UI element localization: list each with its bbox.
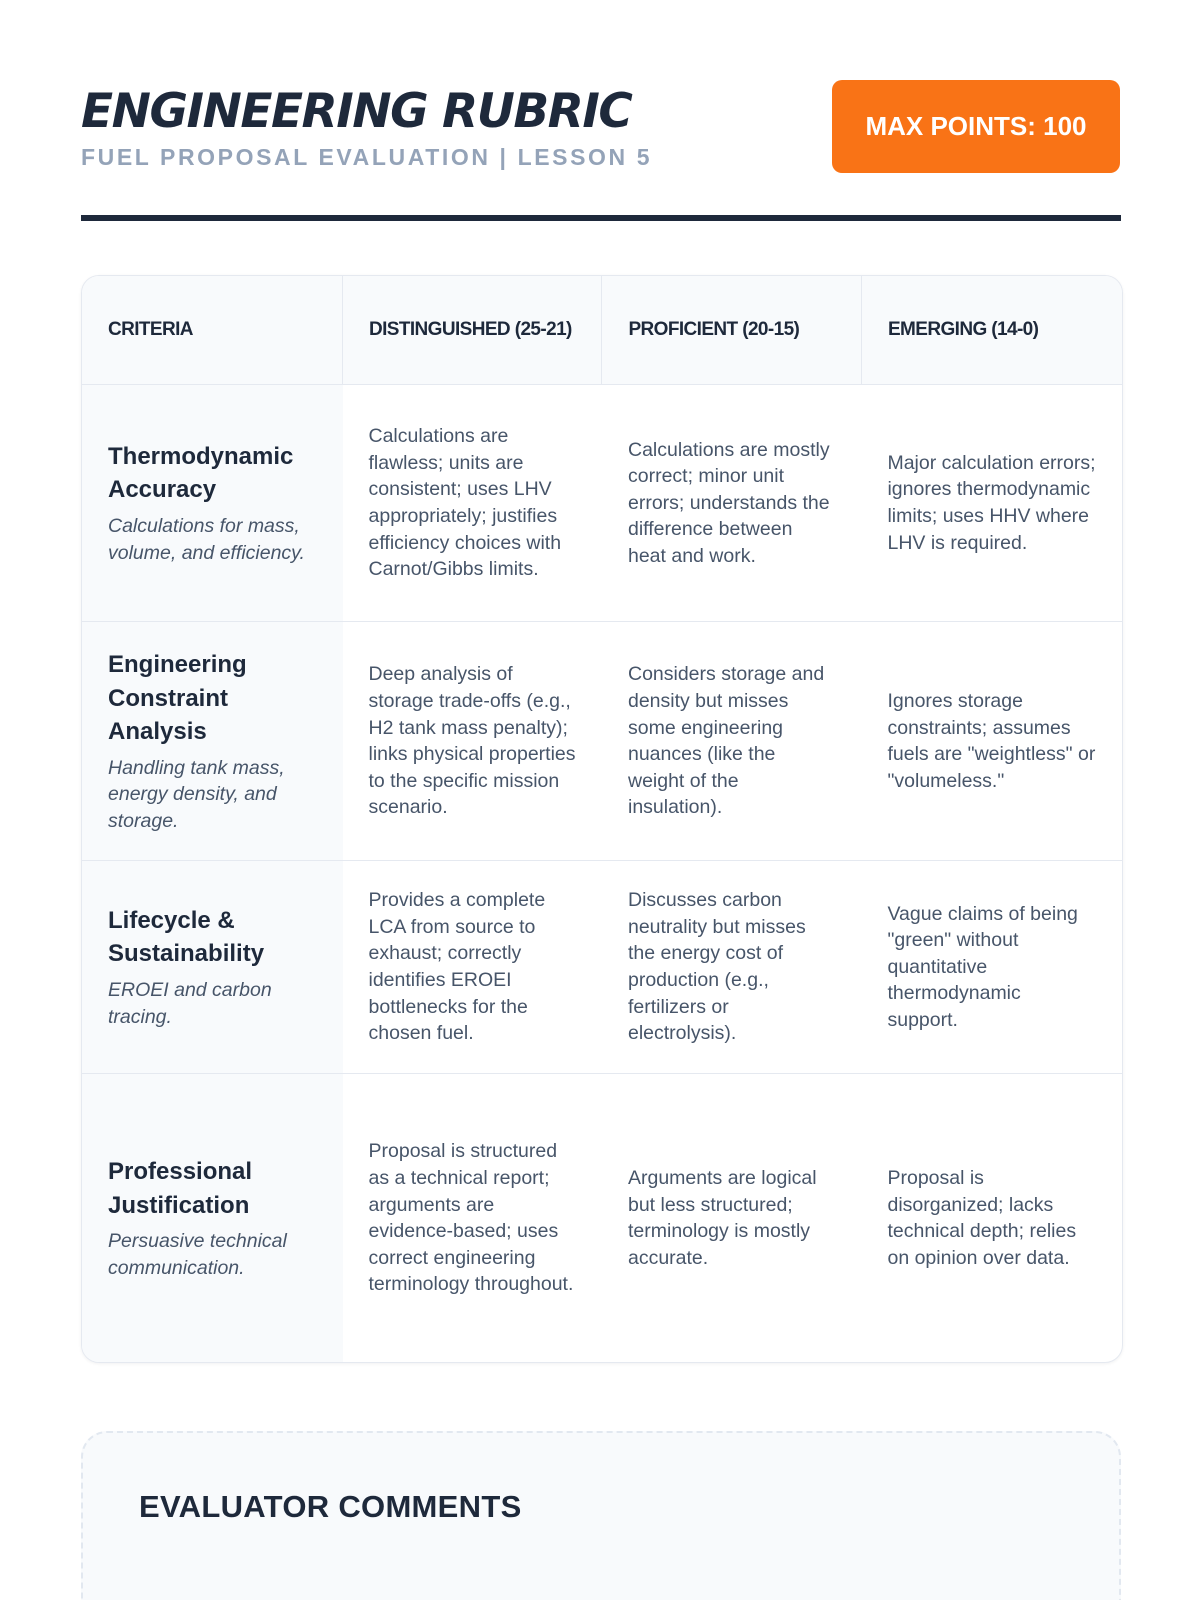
distinguished-cell: Proposal is structured as a technical report; arguments are evidence-based; uses correct engineering terminology throughout. [368,1140,574,1296]
column-header-emerging: EMERGING (14-0) [861,276,1122,385]
header [81,80,1120,215]
table-row [82,622,1122,861]
table-row [82,1073,1122,1362]
proficient-cell: Arguments are logical but less structured; terminology is mostly accurate. [627,1166,817,1269]
rubric-table [81,275,1123,1363]
criteria-name: Professional Justification [108,1158,253,1219]
criteria-name: Thermodynamic Accuracy [108,442,294,504]
evaluator-comments-title: EVALUATOR COMMENTS [139,1489,522,1525]
criteria-cell [82,622,343,861]
distinguished-cell: Provides a complete LCA from source to exhaust; correctly identifies EROEI bottlenecks for the chosen fuel. [343,861,602,1074]
proficient-cell: Calculations are mostly correct; minor unit errors; understands the difference between heat and work. [602,385,861,622]
proficient-cell: Considers storage and density but misses some engineering nuances (like the weight of the insulation). [602,622,861,861]
distinguished-cell: Calculations are flawless; units are consistent; uses LHV appropriately; justifies efficiency choices with Carnot/Gibbs limits. [343,385,602,622]
criteria-cell [82,861,343,1074]
criteria-cell [82,385,343,622]
emerging-cell: Ignores storage constraints; assumes fuels are "weightless" or "volumeless." [861,622,1122,861]
column-header-distinguished: DISTINGUISHED (25-21) [343,276,602,385]
max-points-badge: MAX POINTS: 100 [832,80,1120,173]
distinguished-cell: Deep analysis of storage trade-offs (e.g., H2 tank mass penalty); links physical properties to the specific mission scenario. [343,622,602,861]
column-header-proficient: PROFICIENT (20-15) [602,276,861,385]
page-subtitle: FUEL PROPOSAL EVALUATION | LESSON 5 [81,143,653,170]
table-row [82,861,1122,1074]
criteria-name: Engineering Constraint Analysis [108,651,247,745]
criteria-name: Lifecycle & Sustainability [108,906,265,968]
criteria-description: Persuasive technical communication. [108,1230,287,1279]
criteria-description: Handling tank mass, energy density, and storage. [108,756,285,832]
column-header-criteria: CRITERIA [82,276,343,385]
emerging-cell: Vague claims of being "green" without quantitative thermodynamic support. [861,861,1122,1074]
criteria-cell [82,1073,343,1362]
header-divider [81,215,1121,221]
title-block [81,80,652,171]
table-row [82,385,1122,622]
emerging-cell: Major calculation errors; ignores thermodynamic limits; uses HHV where LHV is required. [861,385,1122,622]
proficient-cell: Discusses carbon neutrality but misses the energy cost of production (e.g., fertilizers or electrolysis). [602,861,861,1074]
emerging-cell: Proposal is disorganized; lacks technical depth; relies on opinion over data. [887,1166,1077,1269]
evaluator-comments-box [81,1431,1121,1600]
table-header-row [82,276,1122,385]
criteria-description: Calculations for mass, volume, and efficiency. [108,514,305,564]
criteria-description: EROEI and carbon tracing. [108,978,272,1028]
page-title: ENGINEERING RUBRIC [81,84,632,139]
